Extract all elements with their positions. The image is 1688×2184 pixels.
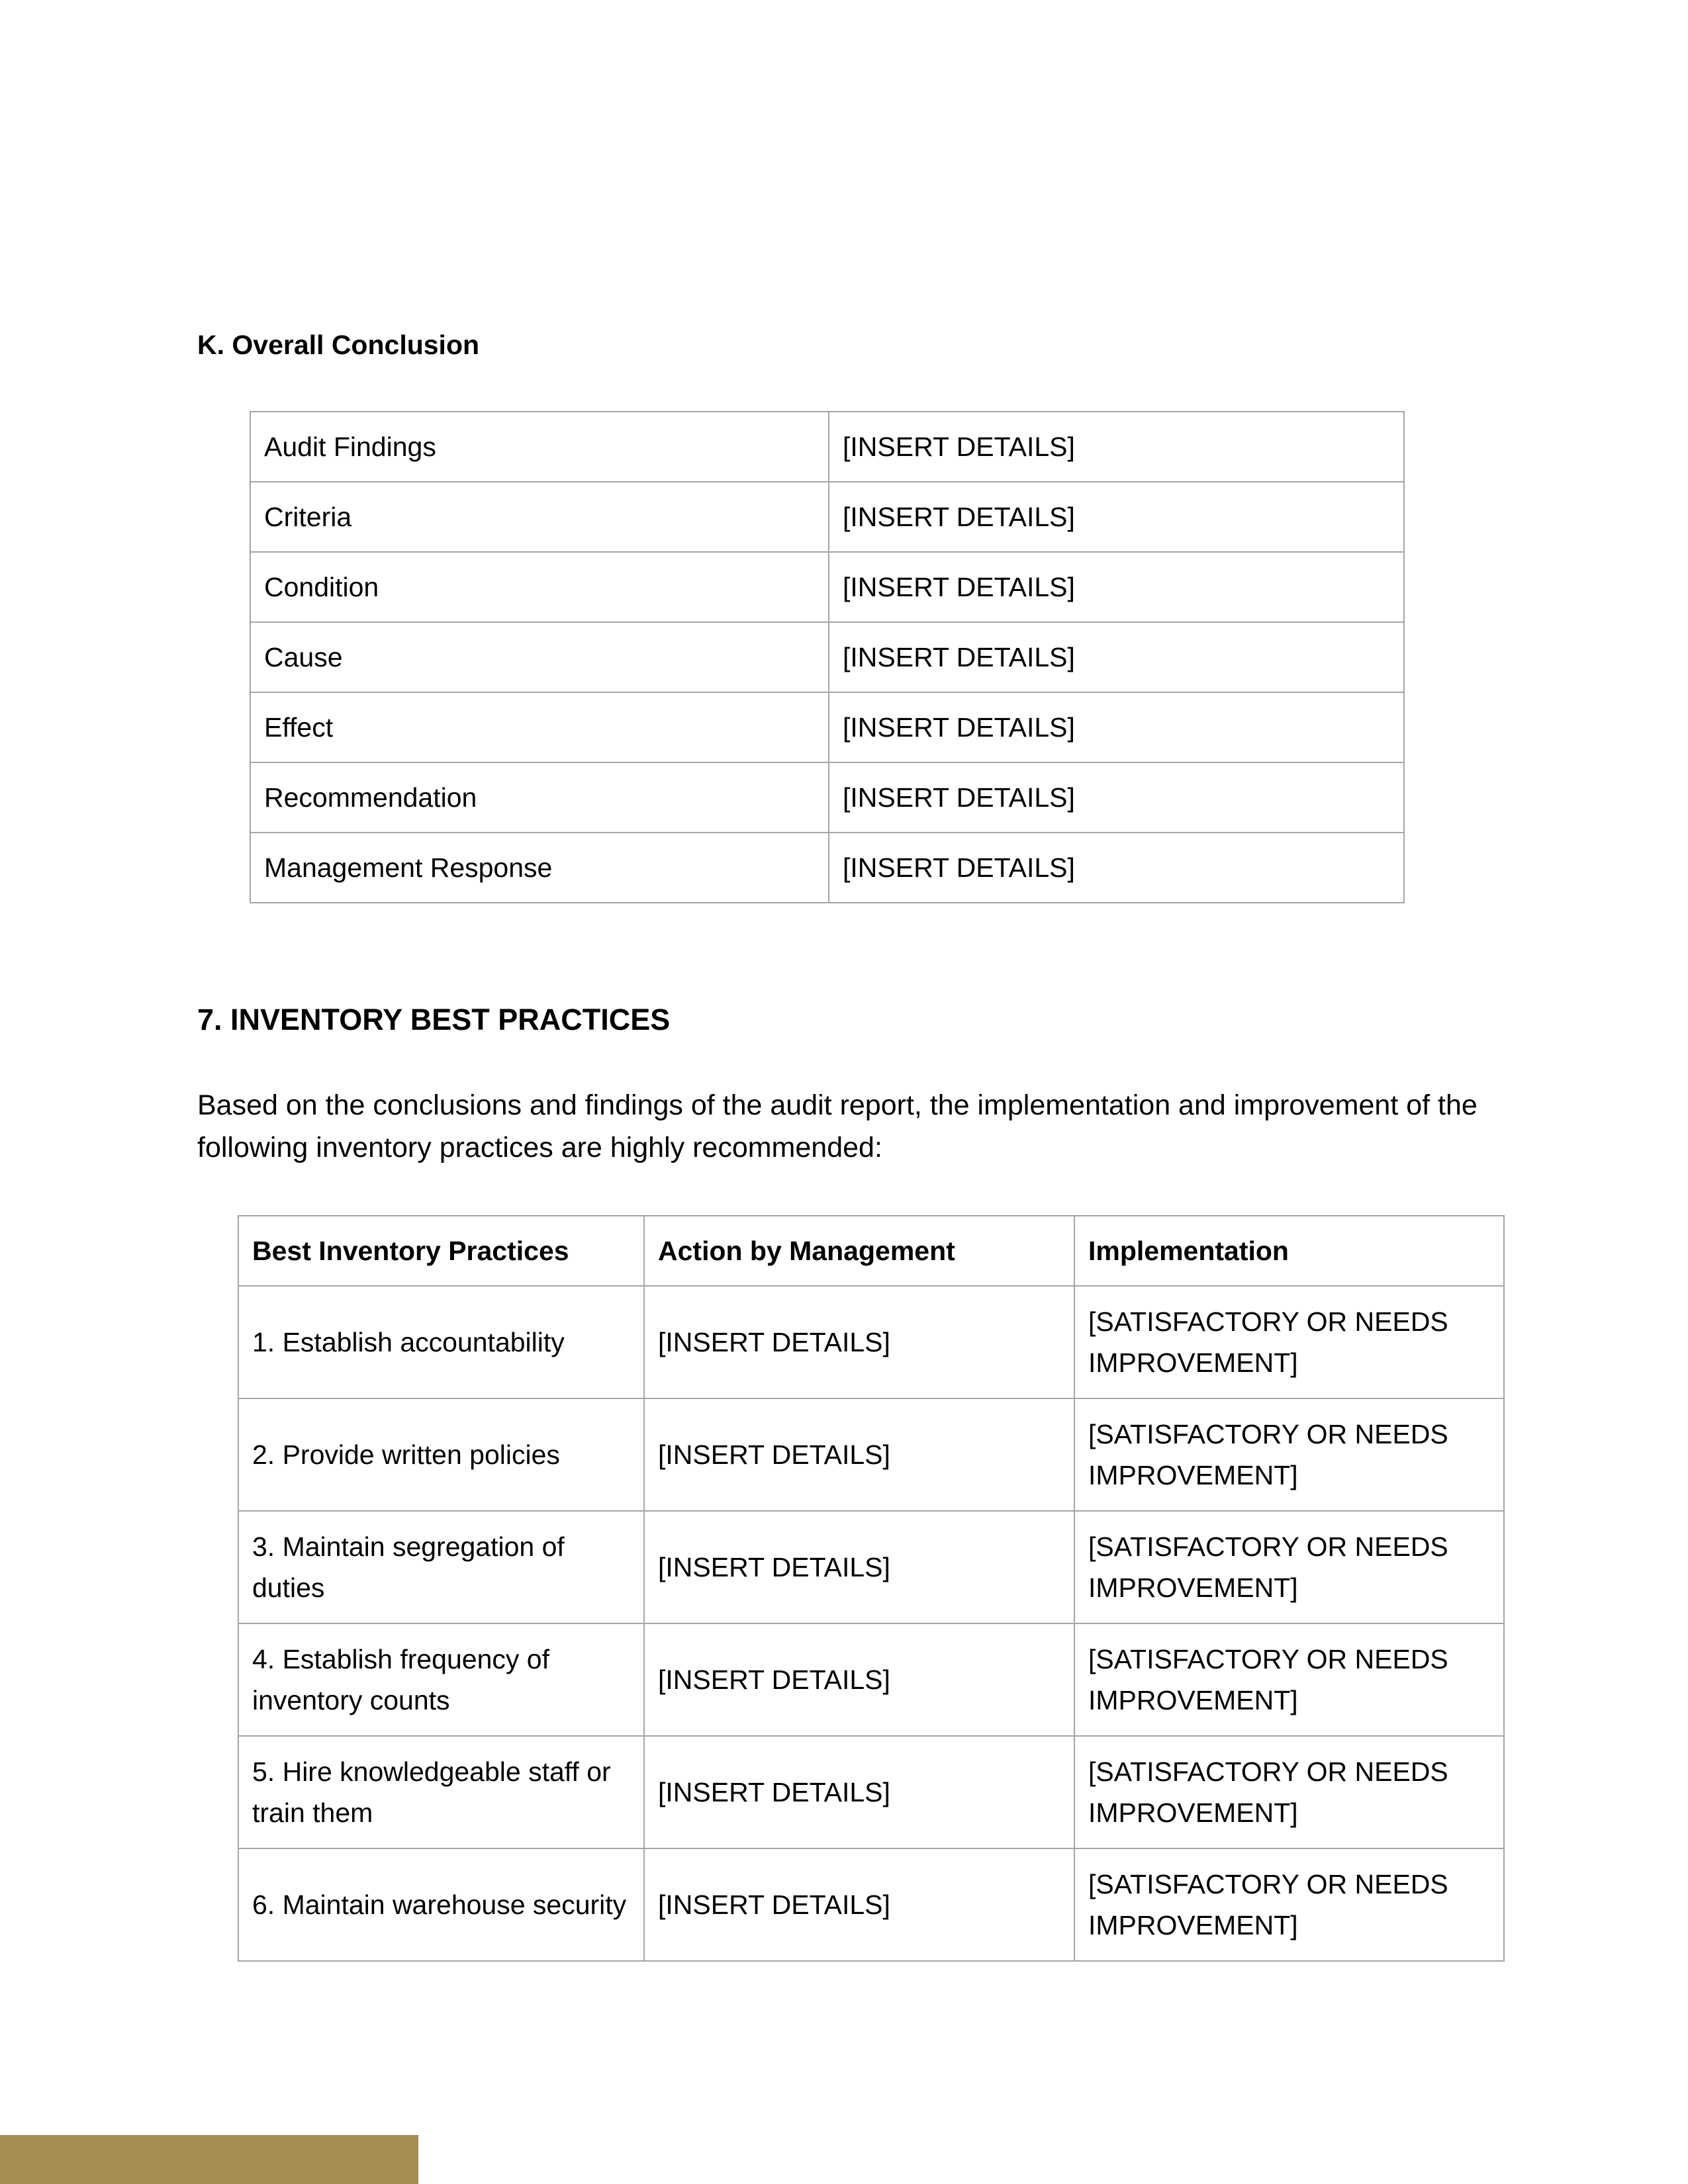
action-cell: [INSERT DETAILS]	[644, 1848, 1074, 1961]
table-row	[250, 552, 1404, 622]
table-row	[238, 1736, 1504, 1848]
implementation-cell: [SATISFACTORY OR NEEDS IMPROVEMENT]	[1074, 1623, 1504, 1736]
intro-paragraph: Based on the conclusions and findings of the audit report, the implementation and improvement of the following inventory practices are highly recommended:	[197, 1089, 1477, 1163]
section-7-heading: 7. INVENTORY BEST PRACTICES	[197, 1003, 671, 1036]
column-header: Best Inventory Practices	[238, 1216, 644, 1286]
overall-conclusion-table	[250, 411, 1405, 903]
practice-cell: 4. Establish frequency of inventory counts	[238, 1623, 644, 1736]
implementation-cell: [SATISFACTORY OR NEEDS IMPROVEMENT]	[1074, 1286, 1504, 1398]
row-value: [INSERT DETAILS]	[829, 412, 1404, 482]
action-cell: [INSERT DETAILS]	[644, 1623, 1074, 1736]
row-label: Criteria	[250, 482, 829, 552]
table-header-row	[238, 1216, 1504, 1286]
table-row	[238, 1286, 1504, 1398]
implementation-cell: [SATISFACTORY OR NEEDS IMPROVEMENT]	[1074, 1398, 1504, 1511]
table-row	[250, 482, 1404, 552]
action-cell: [INSERT DETAILS]	[644, 1398, 1074, 1511]
practice-cell: 5. Hire knowledgeable staff or train them	[238, 1736, 644, 1848]
table-row	[238, 1511, 1504, 1623]
footer-accent-bar	[0, 2135, 418, 2184]
table-row	[238, 1623, 1504, 1736]
implementation-cell: [SATISFACTORY OR NEEDS IMPROVEMENT]	[1074, 1848, 1504, 1961]
row-value: [INSERT DETAILS]	[829, 622, 1404, 692]
row-value: [INSERT DETAILS]	[829, 482, 1404, 552]
row-label: Recommendation	[250, 762, 829, 833]
table-row	[238, 1398, 1504, 1511]
implementation-cell: [SATISFACTORY OR NEEDS IMPROVEMENT]	[1074, 1511, 1504, 1623]
row-label: Condition	[250, 552, 829, 622]
row-value: [INSERT DETAILS]	[829, 762, 1404, 833]
column-header: Action by Management	[644, 1216, 1074, 1286]
row-label: Audit Findings	[250, 412, 829, 482]
table-row	[238, 1848, 1504, 1961]
row-value: [INSERT DETAILS]	[829, 692, 1404, 762]
action-cell: [INSERT DETAILS]	[644, 1511, 1074, 1623]
table-row	[250, 622, 1404, 692]
table-row	[250, 692, 1404, 762]
table-row	[250, 762, 1404, 833]
implementation-cell: [SATISFACTORY OR NEEDS IMPROVEMENT]	[1074, 1736, 1504, 1848]
column-header: Implementation	[1074, 1216, 1504, 1286]
practice-cell: 3. Maintain segregation of duties	[238, 1511, 644, 1623]
action-cell: [INSERT DETAILS]	[644, 1286, 1074, 1398]
row-label: Effect	[250, 692, 829, 762]
row-value: [INSERT DETAILS]	[829, 552, 1404, 622]
row-label: Cause	[250, 622, 829, 692]
table-row	[250, 833, 1404, 903]
table-row	[250, 412, 1404, 482]
row-label: Management Response	[250, 833, 829, 903]
practice-cell: 6. Maintain warehouse security	[238, 1848, 644, 1961]
practice-cell: 1. Establish accountability	[238, 1286, 644, 1398]
best-practices-table	[238, 1215, 1505, 1962]
action-cell: [INSERT DETAILS]	[644, 1736, 1074, 1848]
row-value: [INSERT DETAILS]	[829, 833, 1404, 903]
section-k-heading: K. Overall Conclusion	[197, 330, 480, 360]
practice-cell: 2. Provide written policies	[238, 1398, 644, 1511]
